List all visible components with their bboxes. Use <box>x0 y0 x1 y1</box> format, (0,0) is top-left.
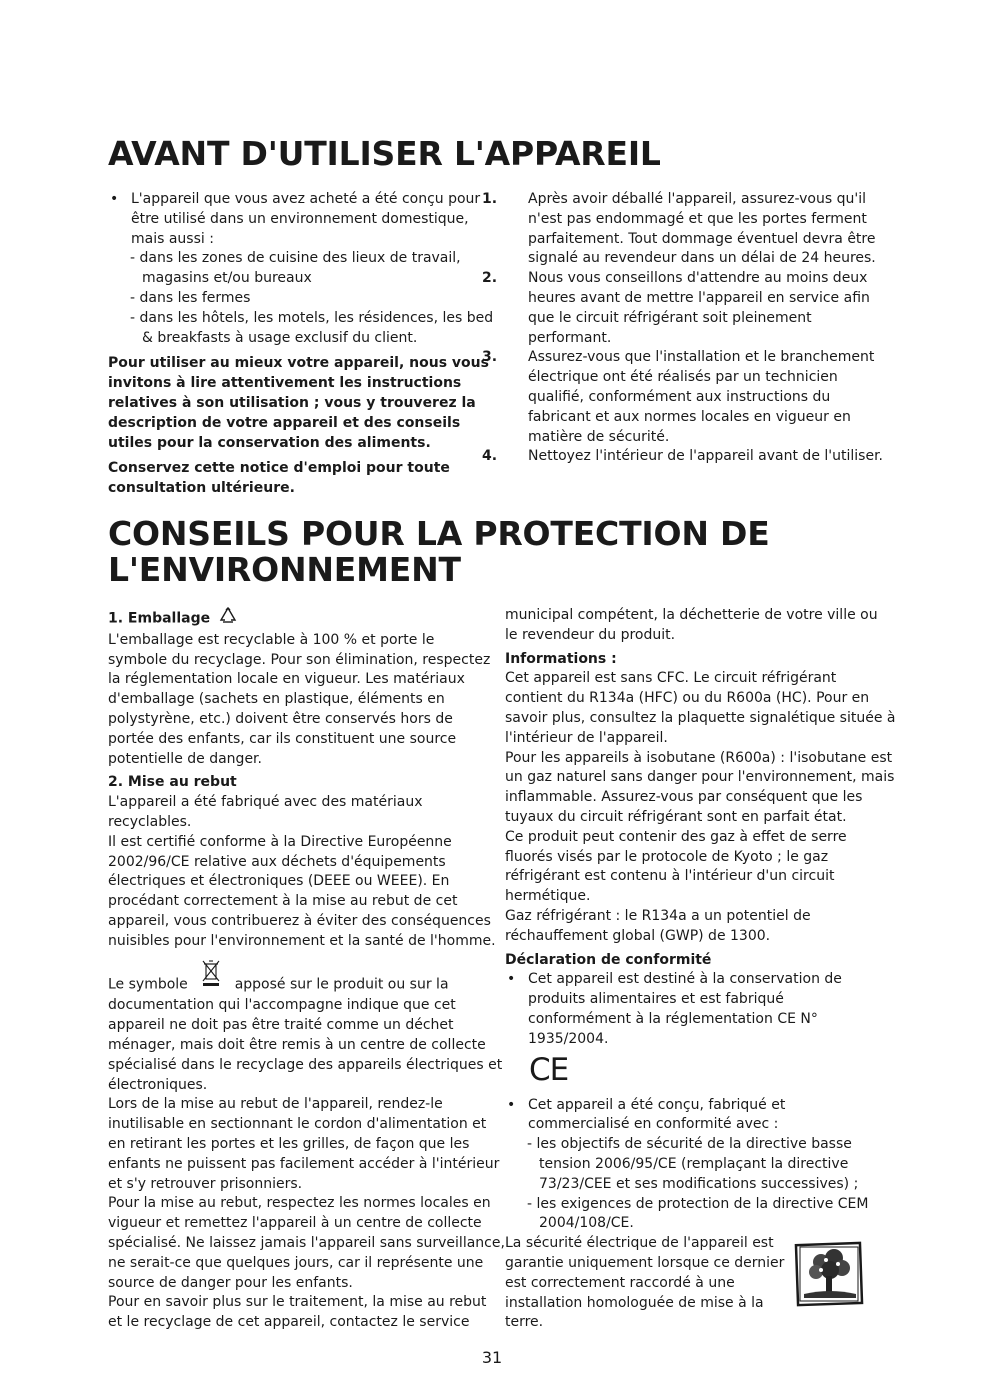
text-line: Lors de la mise au rebut de l'appareil, rendez-le <box>108 1096 443 1113</box>
text-line: symbole du recyclage. Pour son élimination, respectez <box>108 651 491 668</box>
text-line: être utilisé dans un environnement domestique, <box>131 210 469 227</box>
emballage-paragraph <box>108 631 491 770</box>
text-line: relatives à son utilisation ; vous y trouverez la <box>108 394 476 411</box>
environment-tree-icon <box>794 1240 866 1308</box>
text-line: contient du R134a (HFC) ou du R600a (HC). Pour en <box>505 690 870 707</box>
text-line: est correctement raccordé à une <box>505 1274 735 1291</box>
text-line: enfants ne puissent pas facilement accéder à l'intérieur <box>108 1155 500 1172</box>
item-number: 3. <box>482 349 498 366</box>
sub-item-emc <box>505 1195 885 1235</box>
text-line: recyclables. <box>108 813 192 830</box>
continued-paragraph <box>505 606 885 646</box>
section-title-environment-line1: CONSEILS POUR LA PROTECTION DE <box>108 514 770 553</box>
text-line: heures avant de mettre l'appareil en service afin <box>528 289 870 306</box>
emballage-heading <box>108 606 486 631</box>
text-line: Cet appareil est destiné à la conservation de <box>528 971 842 988</box>
heading-text: Déclaration de conformité <box>505 951 712 968</box>
text-line: hermétique. <box>505 888 591 905</box>
text-line: le revendeur du produit. <box>505 626 676 643</box>
ce-mark-text: CE <box>529 1051 569 1088</box>
text-line: et s'y retrouver prisonniers. <box>108 1175 303 1192</box>
text-line: produits alimentaires et est fabriqué <box>528 991 784 1008</box>
bullet-mark: • <box>507 1096 516 1113</box>
text-line: appareil ne doit pas être traité comme un déchet <box>108 1017 454 1034</box>
rebut-paragraph-2 <box>108 996 505 1333</box>
declaration-bullet-2 <box>505 1096 885 1136</box>
section1-left-column <box>108 190 494 499</box>
text-line: Nettoyez l'intérieur de l'appareil avant de l'utiliser. <box>528 448 883 465</box>
item-number: 1. <box>482 191 498 207</box>
text-line: procédant correctement à la mise au rebut de cet <box>108 893 458 910</box>
crossed-bin-icon <box>200 958 222 995</box>
text-line: terre. <box>505 1314 544 1331</box>
text-line: Après avoir déballé l'appareil, assurez-vous qu'il <box>528 191 866 207</box>
sub-item-low-voltage <box>505 1135 885 1194</box>
text-line: utiles pour la conservation des aliments. <box>108 434 431 451</box>
text-line: municipal compétent, la déchetterie de votre ville ou <box>505 607 878 623</box>
text-line: inutilisable en sectionnant le cordon d'alimentation et <box>108 1116 487 1133</box>
text-line: appareil, vous contribuerez à éviter des conséquences <box>108 912 491 929</box>
text-line: conformément à la réglementation CE N° <box>528 1010 818 1027</box>
text-line: documentation qui l'accompagne indique que cet <box>108 997 456 1014</box>
text-line: magasins et/ou bureaux <box>142 270 312 287</box>
text-line: en retirant les portes et les grilles, de façon que les <box>108 1135 470 1152</box>
item-number: 4. <box>482 448 498 465</box>
text-line: installation homologuée de mise à la <box>505 1294 764 1311</box>
text-line: électrique ont été réalisés par un technicien <box>528 369 838 386</box>
text-line: n'est pas endommagé et que les portes ferment <box>528 210 867 227</box>
text-line: ne serait-ce que quelques jours, car il représente une <box>108 1254 484 1271</box>
text-line: d'emballage (sachets en plastique, éléments en <box>108 691 445 708</box>
advice-paragraph <box>108 354 489 453</box>
weee-symbol-line <box>108 966 486 1003</box>
recycle-icon <box>215 606 241 631</box>
section1-right-column <box>482 190 885 467</box>
section-title-environment-line2: L'ENVIRONNEMENT <box>108 550 461 589</box>
text-line: Nous vous conseillons d'attendre au moins deux <box>528 270 868 287</box>
info-heading <box>505 650 885 670</box>
text-line: Gaz réfrigérant : le R134a a un potentiel de <box>505 907 811 924</box>
bullet-mark: • <box>110 191 119 207</box>
text-fragment: Le symbole <box>108 975 188 992</box>
text-line: Pour utiliser au mieux votre appareil, nous vous <box>108 355 489 372</box>
text-line: Il est certifié conforme à la Directive Européenne <box>108 833 452 850</box>
text-line: performant. <box>528 329 612 346</box>
text-line: description de votre appareil et des conseils <box>108 414 461 431</box>
text-line: spécialisé. Ne laissez jamais l'appareil sans surveillance, <box>108 1234 505 1251</box>
text-line: Assurez-vous que l'installation et le branchement <box>528 349 875 366</box>
text-line: mais aussi : <box>131 230 214 247</box>
text-line: qualifié, conformément aux instructions du <box>528 388 831 405</box>
text-line: Pour la mise au rebut, respectez les normes locales en <box>108 1195 491 1212</box>
text-line: savoir plus, consultez la plaquette signalétique située à <box>505 709 896 726</box>
numbered-item-4 <box>482 447 885 467</box>
numbered-item-1 <box>482 190 885 269</box>
numbered-item-3 <box>482 348 885 447</box>
text-line: ménager, mais doit être remis à un centre de collecte <box>108 1036 486 1053</box>
text-line: - dans les hôtels, les motels, les résidences, les bed <box>130 309 494 326</box>
text-line: nuisibles pour l'environnement et la santé de l'homme. <box>108 932 496 949</box>
rebut-heading <box>108 773 486 793</box>
text-line: source de danger pour les enfants. <box>108 1274 353 1291</box>
text-line: L'appareil a été fabriqué avec des matériaux <box>108 794 423 811</box>
item-number: 2. <box>482 270 498 287</box>
text-line: & breakfasts à usage exclusif du client. <box>142 329 418 346</box>
heading-text: 2. Mise au rebut <box>108 774 237 791</box>
text-line: la réglementation locale en vigueur. Les matériaux <box>108 671 465 688</box>
text-line: Conservez cette notice d'emploi pour toute <box>108 460 450 477</box>
text-line: garantie uniquement lorsque ce dernier <box>505 1254 785 1271</box>
ce-mark-icon <box>505 1050 885 1090</box>
bullet-mark: • <box>507 971 516 988</box>
text-line: inflammable. Assurez-vous par conséquent que les <box>505 789 863 806</box>
text-line: et le recyclage de cet appareil, contactez le service <box>108 1314 470 1331</box>
text-line: l'intérieur de l'appareil. <box>505 729 668 746</box>
heading-text: Informations : <box>505 650 617 667</box>
text-line: fabricant et aux normes locales en vigueur en <box>528 408 851 425</box>
bullet-domestic-use <box>108 190 486 249</box>
text-line: réfrigérant est contenu à l'intérieur d'un circuit <box>505 868 835 885</box>
text-line: un gaz naturel sans danger pour l'environnement, mais <box>505 769 895 786</box>
text-line: portée des enfants, car ils constituent une source <box>108 730 457 747</box>
text-line: électriques et électroniques (DEEE ou WEEE). En <box>108 873 450 890</box>
text-line: fluorés visés par le protocole de Kyoto ; le gaz <box>505 848 829 865</box>
section2-left-column <box>108 606 505 1333</box>
text-line: que le circuit réfrigérant soit pleinement <box>528 309 812 326</box>
text-line: Pour en savoir plus sur le traitement, la mise au rebut <box>108 1294 487 1311</box>
rebut-paragraph-1 <box>108 793 496 951</box>
sub-item-workplaces <box>108 249 486 289</box>
text-line: commercialisé en conformité avec : <box>528 1116 779 1133</box>
text-line: spécialisé dans le recyclage des appareils électriques et <box>108 1056 503 1073</box>
section2-right-column <box>505 606 896 1333</box>
text-line: parfaitement. Tout dommage éventuel devra être <box>528 230 876 247</box>
numbered-item-2 <box>482 269 885 348</box>
sub-item-hotels <box>108 309 494 349</box>
text-line: 2004/108/CE. <box>539 1215 634 1232</box>
text-line: réchauffement global (GWP) de 1300. <box>505 927 771 944</box>
sub-item-farms <box>108 289 486 309</box>
text-line: tuyaux du circuit réfrigérant sont en parfait état. <box>505 808 847 825</box>
section-title-avant: AVANT D'UTILISER L'APPAREIL <box>108 134 661 173</box>
text-line: L'emballage est recyclable à 100 % et porte le <box>108 631 435 648</box>
text-line: polystyrène, etc.) doivent être conservés hors de <box>108 710 453 727</box>
text-line: vigueur et remettez l'appareil à un centre de collecte <box>108 1215 482 1232</box>
text-line: consultation ultérieure. <box>108 480 295 497</box>
text-line: 2002/96/CE relative aux déchets d'équipements <box>108 853 446 870</box>
text-line: électroniques. <box>108 1076 208 1093</box>
text-line: signalé au revendeur dans un délai de 24 heures. <box>528 250 876 267</box>
text-line: potentielle de danger. <box>108 750 262 767</box>
text-line: 1935/2004. <box>528 1030 609 1047</box>
heading-text: 1. Emballage <box>108 610 211 627</box>
keep-manual-paragraph <box>108 459 486 499</box>
text-line: - dans les fermes <box>130 289 251 306</box>
text-line: L'appareil que vous avez acheté a été conçu pour <box>131 191 481 207</box>
text-line: matière de sécurité. <box>528 428 670 445</box>
declaration-heading <box>505 951 885 971</box>
declaration-bullet-1 <box>505 970 885 1049</box>
text-line: Pour les appareils à isobutane (R600a) : l'isobutane est <box>505 749 893 766</box>
text-line: Cet appareil est sans CFC. Le circuit réfrigérant <box>505 670 837 687</box>
text-line: Ce produit peut contenir des gaz à effet de serre <box>505 828 847 845</box>
text-line: - dans les zones de cuisine des lieux de travail, <box>130 250 461 267</box>
text-line: - les objectifs de sécurité de la directive basse <box>527 1136 852 1153</box>
info-paragraph <box>505 669 896 946</box>
text-line: Cet appareil a été conçu, fabriqué et <box>528 1096 786 1113</box>
page-number: 31 <box>481 1348 503 1367</box>
text-line: invitons à lire attentivement les instructions <box>108 375 462 392</box>
text-line: La sécurité électrique de l'appareil est <box>505 1235 774 1252</box>
text-line: - les exigences de protection de la directive CEM <box>527 1195 869 1212</box>
text-line: tension 2006/95/CE (remplaçant la directive <box>539 1155 849 1172</box>
text-line: 73/23/CEE et ses modifications successives) ; <box>539 1175 859 1192</box>
text-fragment: apposé sur le produit ou sur la <box>234 975 449 992</box>
